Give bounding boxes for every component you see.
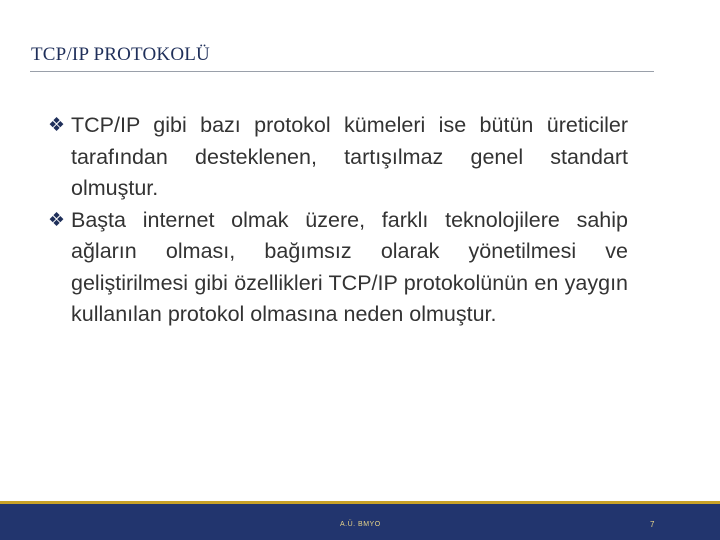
- bullet-item: [48, 110, 628, 205]
- diamond-bullet-icon: ❖: [48, 209, 66, 231]
- diamond-bullet-icon: ❖: [48, 115, 66, 136]
- bullet-list: [48, 110, 628, 331]
- bullet-text: Başta internet olmak üzere, farklı teknolojilere sahip ağların olması, bağımsız olarak yönetilmesi ve geliştirilmesi gibi özellikleri TCP/IP protokolünün en yaygın kullanılan protokol olmasına neden olmuştur.: [71, 207, 628, 326]
- bullet-text: TCP/IP gibi bazı protokol kümeleri ise bütün üreticiler tarafından desteklenen, tartışılmaz genel standart olmuştur.: [71, 113, 628, 200]
- slide-title: TCP/IP PROTOKOLÜ: [31, 44, 210, 65]
- title-divider: [30, 71, 654, 72]
- page-number: 7: [650, 520, 655, 529]
- bullet-item: [48, 205, 628, 331]
- footer-bar: [0, 504, 720, 540]
- footer-text: A.Ü. BMYO: [340, 521, 381, 528]
